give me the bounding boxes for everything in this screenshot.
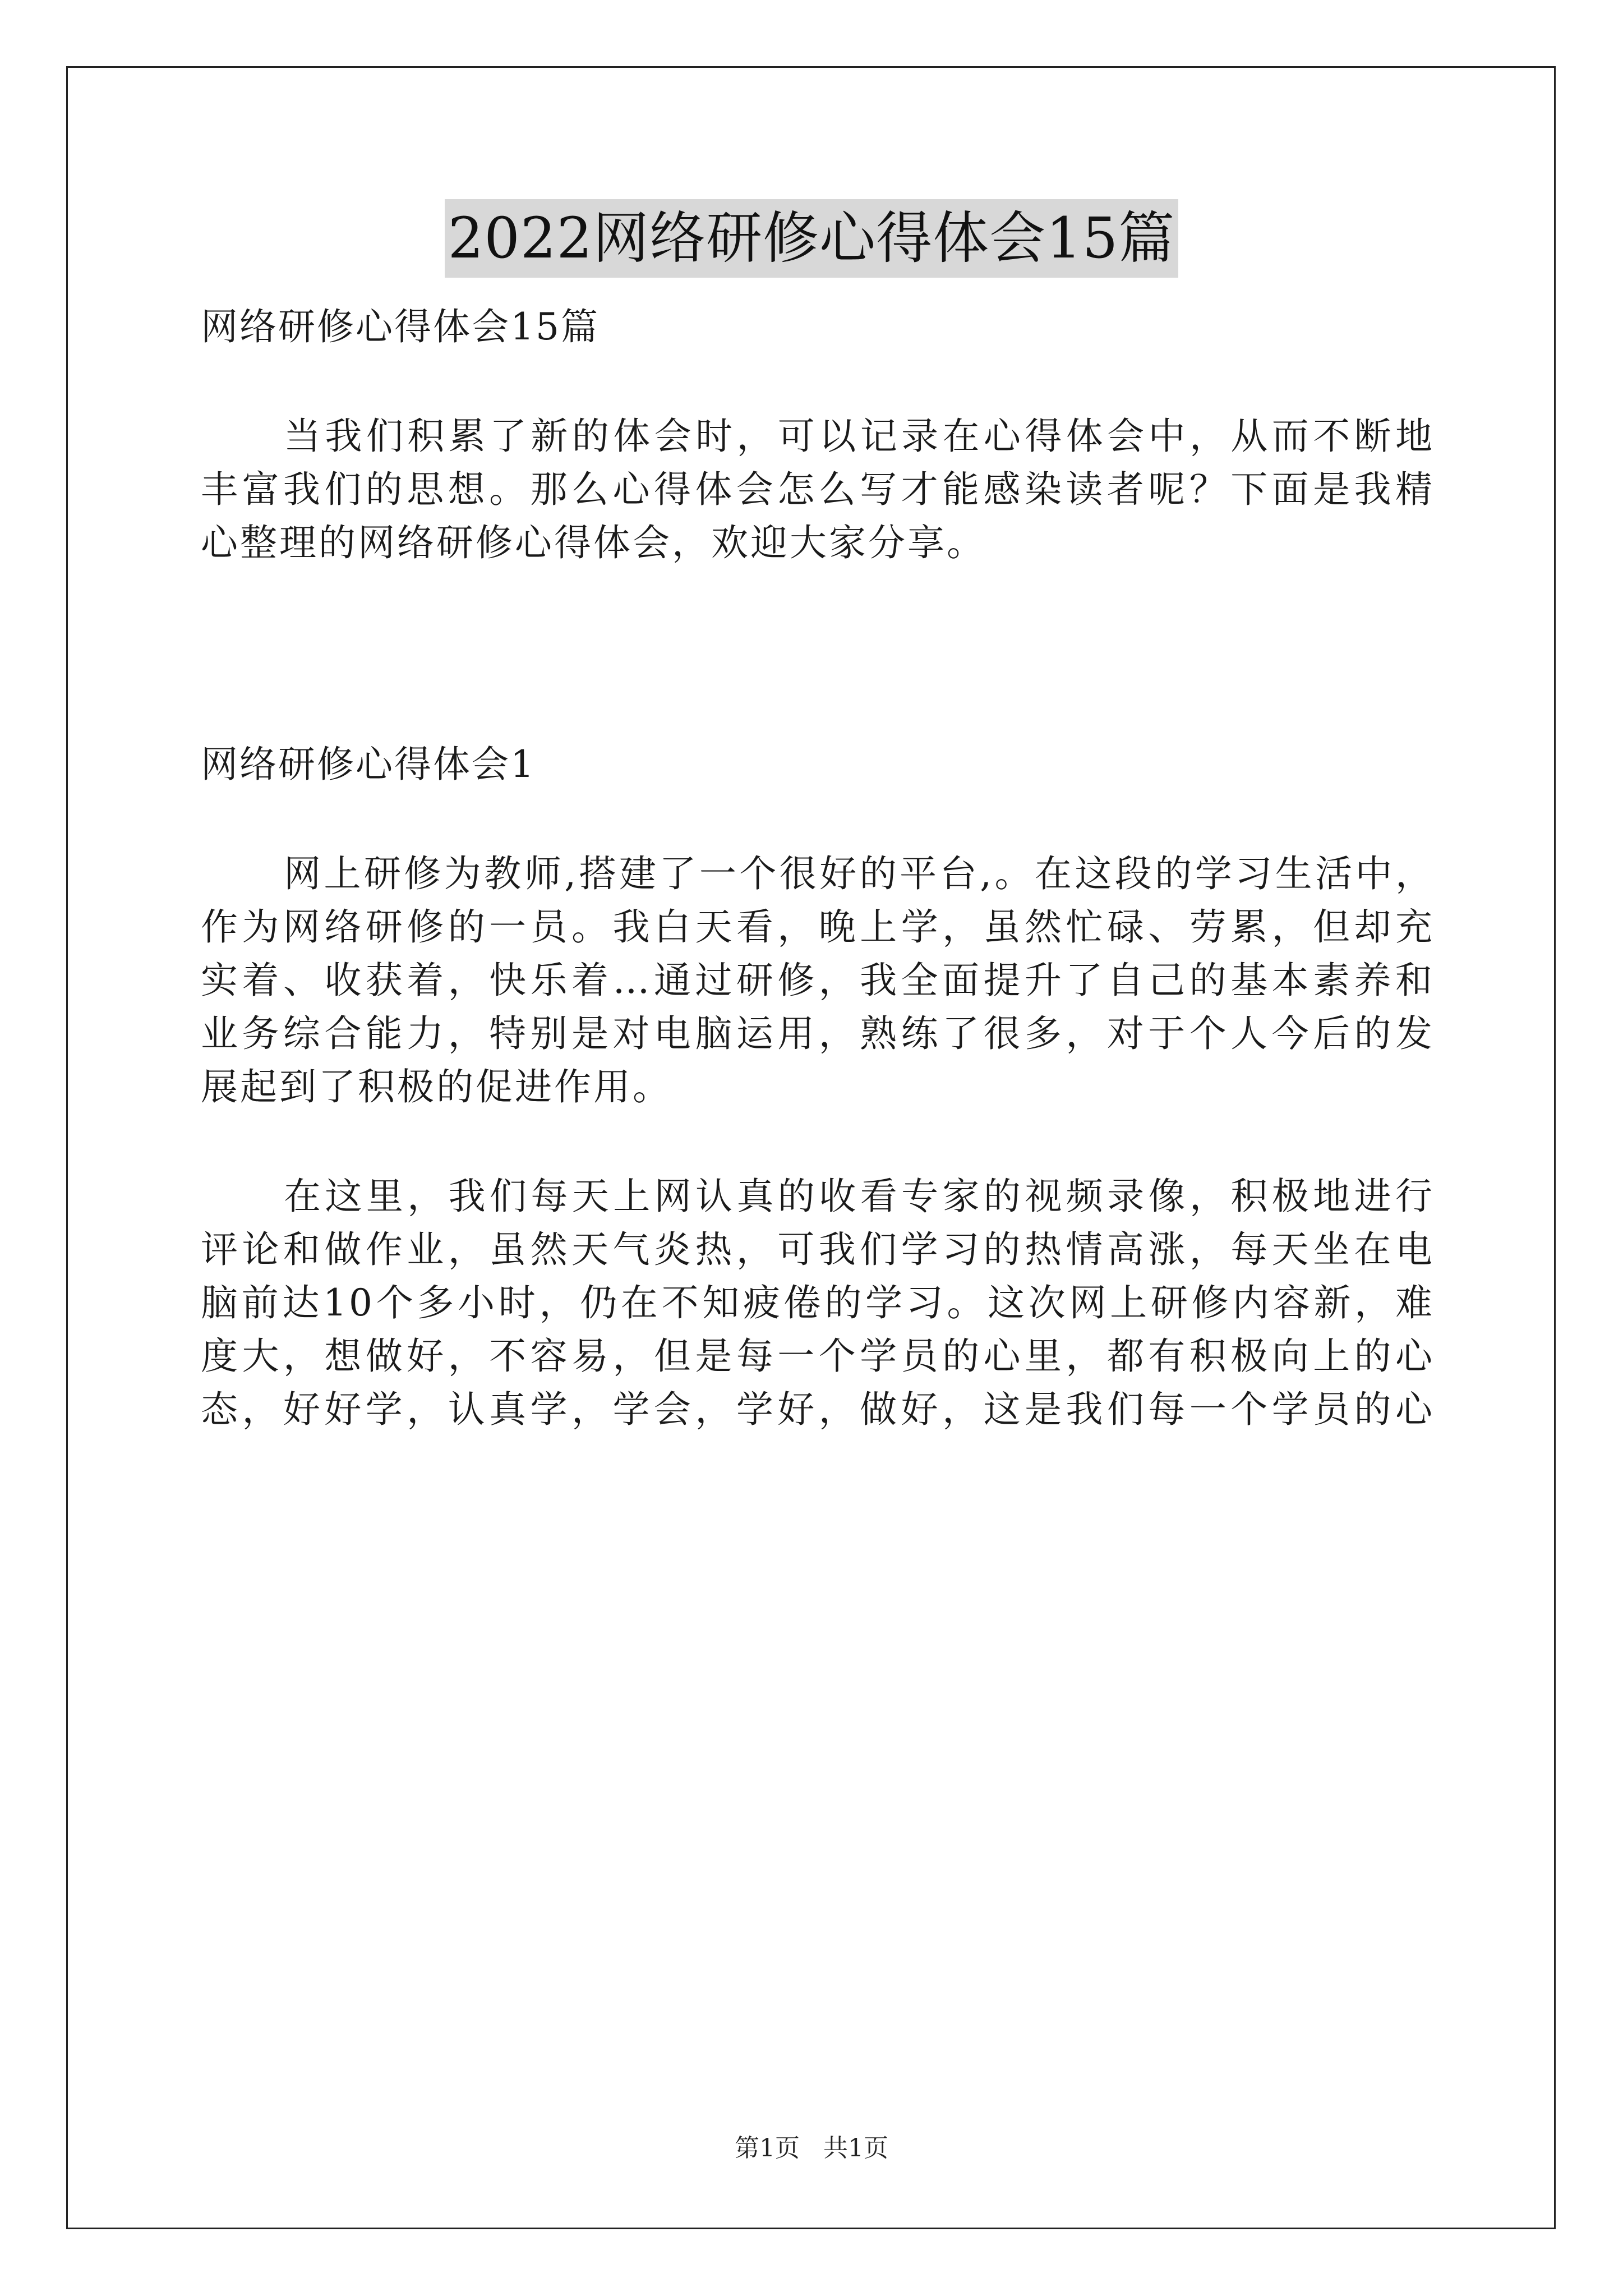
text-line: 丰富我们的思想。那么心得体会怎么写才能感染读者呢？下面是我精 (201, 468, 1435, 511)
section-heading: 网络研修心得体会1 (201, 743, 536, 786)
text-line: 评论和做作业，虽然天气炎热，可我们学习的热情高涨，每天坐在电 (201, 1228, 1435, 1271)
paragraph-2 (201, 1170, 1435, 1436)
text-line: 业务综合能力，特别是对电脑运用，熟练了很多，对于个人今后的发 (201, 1012, 1435, 1055)
text-line: 脑前达10个多小时，仍在不知疲倦的学习。这次网上研修内容新，难 (201, 1281, 1435, 1324)
text-line: 心整理的网络研修心得体会，欢迎大家分享。 (201, 521, 986, 564)
title-block (0, 199, 1623, 278)
text-line: 作为网络研修的一员。我白天看，晚上学，虽然忙碌、劳累，但却充 (201, 905, 1435, 949)
text-line: 度大，想做好，不容易，但是每一个学员的心里，都有积极向上的心 (201, 1335, 1435, 1378)
page-total: 共1页 (823, 2134, 888, 2162)
text-line: 展起到了积极的促进作用。 (201, 1065, 672, 1108)
page-number: 第1页 (735, 2134, 800, 2162)
text-line: 网上研修为教师,搭建了一个很好的平台,。在这段的学习生活中， (284, 852, 1435, 895)
document-body (201, 300, 1435, 1436)
text-line: 态，好好学，认真学，学会，学好，做好，这是我们每一个学员的心 (201, 1388, 1435, 1431)
paragraph-1 (201, 847, 1435, 1114)
document-title: 2022网络研修心得体会15篇 (445, 199, 1179, 278)
text-line: 当我们积累了新的体会时，可以记录在心得体会中，从而不断地 (284, 415, 1435, 458)
text-line: 在这里，我们每天上网认真的收看专家的视频录像，积极地进行 (284, 1175, 1435, 1218)
intro-paragraph (201, 409, 1435, 569)
page-footer (0, 2132, 1623, 2165)
document-subtitle: 网络研修心得体会15篇 (201, 305, 600, 348)
text-line: 实着、收获着，快乐着…通过研修，我全面提升了自己的基本素养和 (201, 959, 1435, 1002)
